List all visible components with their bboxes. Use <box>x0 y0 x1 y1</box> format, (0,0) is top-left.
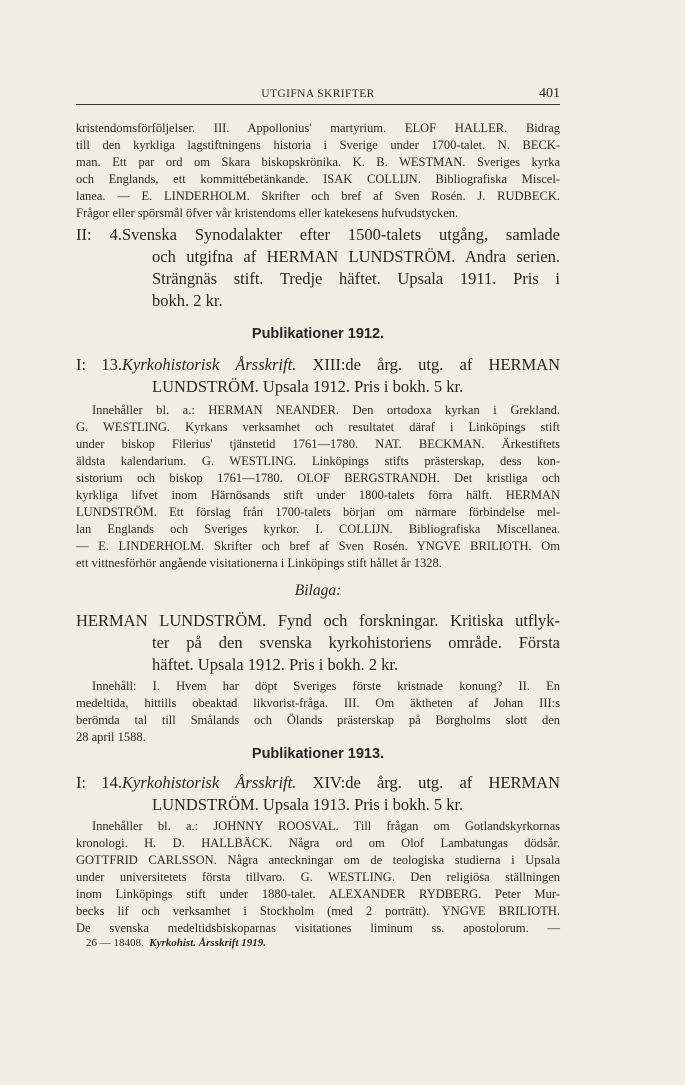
text-line: GOTTFRID CARLSSON. Några anteckningar om de teologiska studierna i Upsala <box>76 853 560 867</box>
text-line: becks lif och verksamhet i Stockholm (med 2 porträtt). YNGVE BRILIOTH. <box>76 904 560 918</box>
text-line: medeltida, hittills obeaktad likvorist-fråga. III. Om äktheten af Johan III:s <box>76 696 560 710</box>
text-line: 28 april 1588. <box>76 730 146 744</box>
text-line: kyrkliga lifvet inom Härnösands stift under 1800-talets förra hälft. HERMAN <box>76 488 560 502</box>
text-line: äldsta kalendarium. G. WESTLING. Linköpings stifts prästerskap, dess kon- <box>76 454 560 468</box>
text-line: kronologi. H. D. HALLBÄCK. Några ord om Olof Lambatungas dödsår. <box>76 836 560 850</box>
text-line: man. Ett par ord om Skara biskopskrönika. K. B. WESTMAN. Sveriges kyrka <box>76 155 560 169</box>
entry-i-14-contents <box>76 818 560 937</box>
entry-i-13-contents <box>76 402 560 572</box>
text-line: och Englands, ett kommittébetänkande. ISAK COLLIJN. Bibliografiska Miscel- <box>76 172 560 186</box>
entry-number: I: 13. <box>76 355 122 374</box>
text-line: De svenska medeltidsbiskoparnas visitationes liminum ss. apostolorum. — <box>76 921 560 935</box>
text-line: berömda tal till Smålands och Ölands prästerskap på Borgholms slott den <box>76 713 560 727</box>
entry-i-13 <box>76 354 560 398</box>
page-number: 401 <box>539 86 560 101</box>
text-line: LUNDSTRÖM. Ett förslag från 1700-talets början om närmare förbindelse mel- <box>76 505 560 519</box>
entry-line: bokh. 2 kr. <box>152 291 223 310</box>
text-line: kristendomsförföljelser. III. Appollonius' martyrium. ELOF HALLER. Bidrag <box>76 121 560 135</box>
text-line: Innehåll: I. Hvem har döpt Sveriges förste kristnade konung? II. En <box>92 679 560 693</box>
bilaga-heading <box>76 582 560 600</box>
entry-line: och utgifna af HERMAN LUNDSTRÖM. Andra serien. <box>152 247 560 266</box>
entry-line: häftet. Upsala 1912. Pris i bokh. 2 kr. <box>152 655 399 674</box>
text-line: Innehåller bl. a.: HERMAN NEANDER. Den ortodoxa kyrkan i Grekland. <box>92 403 560 417</box>
entry-line: ter på den svenska kyrkohistoriens område. Första <box>152 633 560 652</box>
text-line: Innehåller bl. a.: JOHNNY ROOSVAL. Till frågan om Gotlandskyrkornas <box>92 819 560 833</box>
text-line: lan Englands och Sveriges kyrkor. I. COLLIJN. Bibliografiska Miscellanea. <box>76 522 560 536</box>
text-line: ett vittnesförhör angående visitationerna i Linköpings stift hållet år 1328. <box>76 556 442 570</box>
text-line: Frågor eller spörsmål öfver vår kristendoms eller katekesens hufvudstycken. <box>76 206 459 220</box>
text-line: lanea. — E. LINDERHOLM. Skrifter och bref af Sven Rosén. J. RUDBECK. <box>76 189 560 203</box>
bilaga-contents <box>76 678 560 746</box>
page-header <box>76 88 560 105</box>
entry-ii-4 <box>76 224 560 312</box>
entry-line: XIV:de årg. utg. af HERMAN <box>312 773 560 792</box>
entry-line: XIII:de årg. utg. af HERMAN <box>312 355 561 374</box>
entry-title: Kyrkohistorisk Årsskrift. <box>122 355 297 374</box>
text-line: G. WESTLING. Kyrkans verksamhet och resultatet däraf i Linköpings stift <box>76 420 560 434</box>
text-line: under biskop Filerius' tjänstetid 1761—1780. NAT. BECKMAN. Ärkestiftets <box>76 437 560 451</box>
text-line: till den kyrkliga lagstiftningens historia i Sverige under 1700-talet. N. BECK- <box>76 138 560 152</box>
journal-title: Kyrkohist. Årsskrift 1919. <box>149 937 266 949</box>
sheet-signature: 26 — 18408. <box>86 937 144 949</box>
text-line: inom Linköpings stift under 1880-talet. ALEXANDER RYDBERG. Peter Mur- <box>76 887 560 901</box>
entry-line: LUNDSTRÖM. Upsala 1912. Pris i bokh. 5 kr. <box>152 377 464 396</box>
heading-publikationer-1912: Publikationer 1912. <box>251 326 385 342</box>
entry-line: Svenska Synodalakter efter 1500-talets utgång, samlade <box>122 225 560 244</box>
text-line: sistorium och biskop 1761—1780. OLOF BERGSTRANDH. Det kristliga och <box>76 471 560 485</box>
entry-line: LUNDSTRÖM. Upsala 1913. Pris i bokh. 5 kr. <box>152 795 464 814</box>
entry-title: Kyrkohistorisk Årsskrift. <box>122 773 297 792</box>
entry-number: II: 4. <box>76 225 122 244</box>
text-line: — E. LINDERHOLM. Skrifter och bref af Sven Rosén. YNGVE BRILIOTH. Om <box>76 539 560 553</box>
bilaga-label: Bilaga: <box>294 582 342 599</box>
entry-i-14 <box>76 772 560 816</box>
running-title: UTGIFNA SKRIFTER <box>261 88 375 100</box>
bilaga-entry <box>76 610 560 676</box>
entry-line: HERMAN LUNDSTRÖM. Fynd och forskningar. Kritiska utflyk- <box>76 611 560 630</box>
text-line: under universitetets första tillvaro. G. WESTLING. Den religiösa ställningen <box>76 870 560 884</box>
entry-number: I: 14. <box>76 773 122 792</box>
heading-publikationer-1913: Publikationer 1913. <box>251 746 385 762</box>
continuation-paragraph <box>76 120 560 222</box>
entry-line: Strängnäs stift. Tredje häftet. Upsala 1911. Pris i <box>152 269 560 288</box>
page-footer <box>86 937 266 949</box>
